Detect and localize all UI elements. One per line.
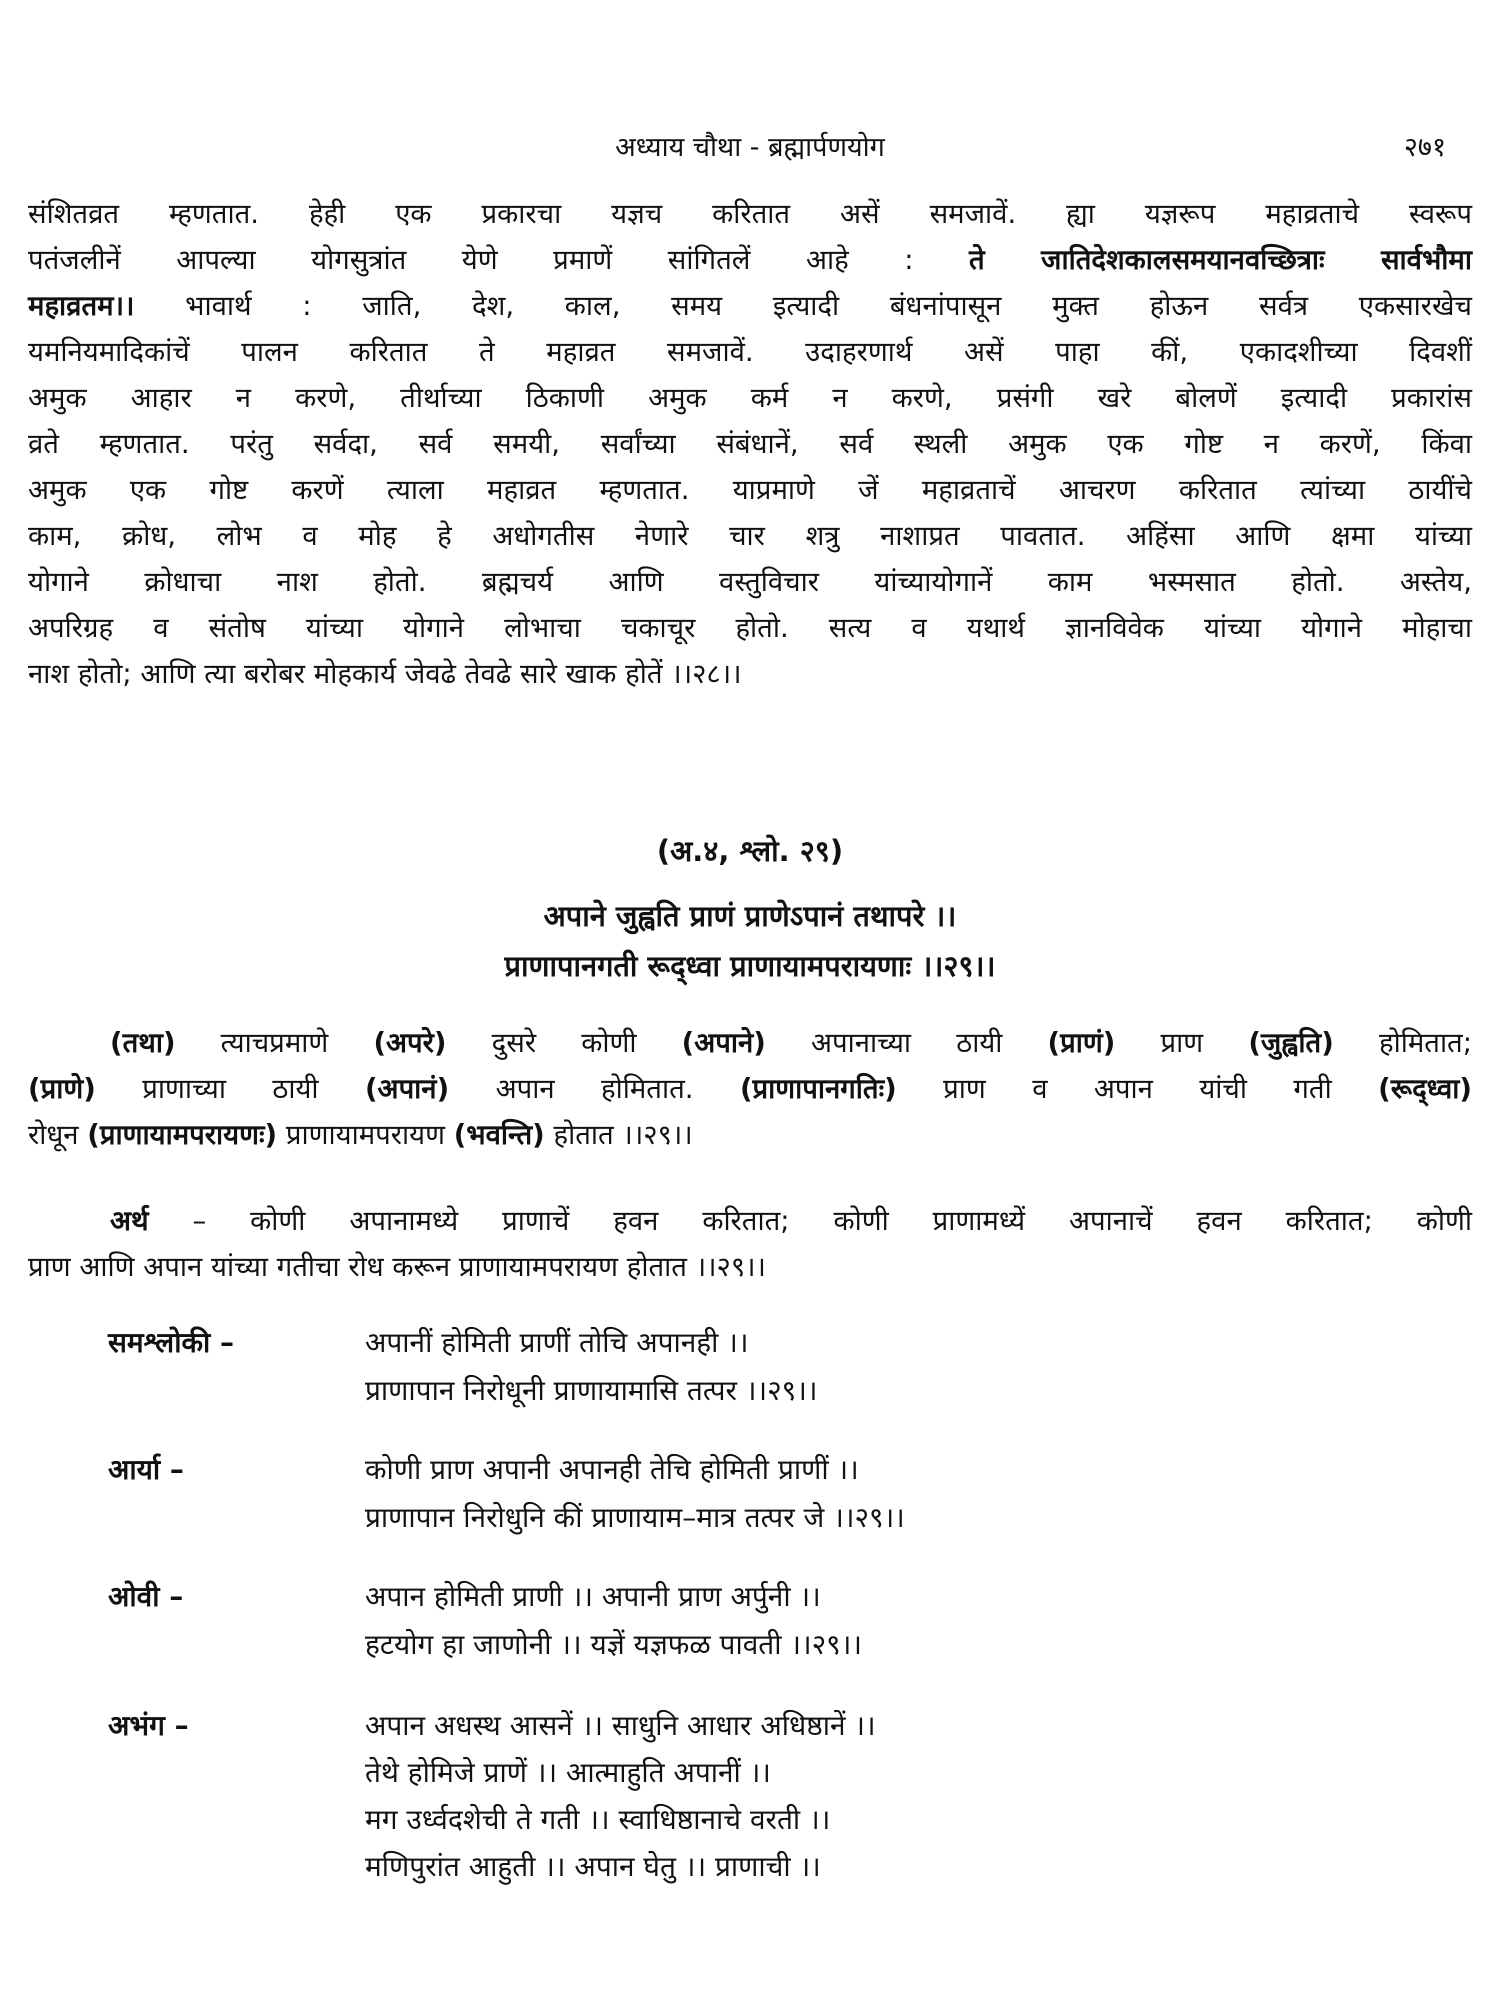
- verse-line: मग उर्ध्वदशेची ते गती ।। स्वाधिष्ठानाचे वरती ।।: [365, 1803, 831, 1836]
- verse-line: हटयोग हा जाणोनी ।। यज्ञें यज्ञफळ पावती ।।२९।।: [365, 1628, 862, 1661]
- sutra-quote: ते जातिदेशकालसमयानवच्छित्राः सार्वभौमा: [969, 244, 1472, 276]
- verse-line: प्राणापान निरोधुनि कीं प्राणायाम–मात्र तत्पर जे ।।२९।।: [365, 1501, 905, 1534]
- meaning-paragraph: [28, 1198, 1472, 1290]
- verse-line: मणिपुरांत आहुती ।। अपान घेतु ।। प्राणाची ।।: [365, 1850, 821, 1883]
- word-translation: [28, 1020, 1472, 1158]
- verse-label: अभंग –: [108, 1709, 189, 1742]
- running-header: [0, 128, 1500, 168]
- text-line: रोधून (प्राणायामपरायणः) प्राणायामपरायण (भवन्ति) होतात ।।२९।।: [28, 1119, 693, 1151]
- text-line: (प्राणे) प्राणाच्या ठायी (अपानं) अपान होमितात. (प्राणापानगतिः) प्राण व अपान यांची गती (रूद्ध्वा): [28, 1073, 1472, 1105]
- verse-line: तेथे होमिजे प्राणें ।। आत्माहुति अपानीं ।।: [365, 1756, 771, 1789]
- verse-line: अपानीं होमिती प्राणीं तोचि अपानही ।।: [365, 1326, 749, 1359]
- verse-reference: (अ.४, श्लो. २९): [656, 834, 844, 868]
- sutra-quote-end: महाव्रतम।।: [28, 290, 135, 322]
- verse-line: अपान होमिती प्राणी ।। अपानी प्राण अर्पुनी ।।: [365, 1580, 821, 1613]
- meaning-label: अर्थ: [110, 1205, 149, 1237]
- verse-line: प्राणापान निरोधूनी प्राणायामासि तत्पर ।।२९।।: [365, 1374, 818, 1407]
- shloka-line-2: प्राणापानगती रूद्ध्वा प्राणायामपरायणाः ।।२९।।: [504, 949, 996, 983]
- page-number: २७१: [1403, 132, 1446, 163]
- text-line: व्रते म्हणतात. परंतु सर्वदा, सर्व समयी, सर्वांच्या संबंधानें, सर्व स्थली अमुक एक गोष्ट न करणें, किंवा: [28, 428, 1472, 460]
- text-line: संशितव्रत म्हणतात. हेही एक प्रकारचा यज्ञच करितात असें समजावें. ह्या यज्ञरूप महाव्रताचे स्वरूप: [28, 198, 1472, 230]
- text-line: महाव्रतम।। भावार्थ : जाति, देश, काल, समय इत्यादी बंधनांपासून मुक्त होऊन सर्वत्र एकसारखेच: [28, 290, 1472, 322]
- text-line: अर्थ – कोणी अपानामध्ये प्राणाचें हवन करितात; कोणी प्राणामध्यें अपानाचें हवन करितात; कोणी: [110, 1205, 1472, 1237]
- verse-line: कोणी प्राण अपानी अपानही तेचि होमिती प्राणीं ।।: [365, 1453, 859, 1486]
- text-line: अमुक एक गोष्ट करणें त्याला महाव्रत म्हणतात. याप्रमाणे जें महाव्रताचें आचरण करितात त्यांच्या ठायींचे: [28, 474, 1472, 506]
- text-line: नाश होतो; आणि त्या बरोबर मोहकार्य जेवढे तेवढे सारे खाक होतें ।।२८।।: [28, 658, 742, 690]
- text-line: प्राण आणि अपान यांच्या गतीचा रोध करून प्राणायामपरायण होतात ।।२९।।: [28, 1251, 766, 1283]
- commentary-paragraph: [28, 191, 1472, 697]
- verse-label: समश्लोकी –: [108, 1326, 234, 1359]
- verse-line: अपान अधस्थ आसनें ।। साधुनि आधार अधिष्ठानें ।।: [365, 1709, 876, 1742]
- chapter-title: अध्याय चौथा - ब्रह्मार्पणयोग: [615, 132, 885, 163]
- verse-label: ओवी –: [108, 1580, 184, 1613]
- text-line: योगाने क्रोधाचा नाश होतो. ब्रह्मचर्य आणि वस्तुविचार यांच्यायोगानें काम भस्मसात होतो. अस्तेय,: [28, 566, 1472, 598]
- text-line: अमुक आहार न करणे, तीर्थाच्या ठिकाणी अमुक कर्म न करणे, प्रसंगी खरे बोलणें इत्यादी प्रकारांस: [28, 382, 1472, 414]
- text-line: पतंजलीनें आपल्या योगसुत्रांत येणे प्रमाणें सांगितलें आहे : ते जातिदेशकालसमयानवच्छित्राः सार्वभौमा: [28, 244, 1472, 276]
- text-line: यमनियमादिकांचें पालन करितात ते महाव्रत समजावें. उदाहरणार्थ असें पाहा कीं, एकादशीच्या दिवशीं: [28, 336, 1472, 368]
- text-line: (तथा) त्याचप्रमाणे (अपरे) दुसरे कोणी (अपाने) अपानाच्या ठायी (प्राणं) प्राण (जुह्वति) होमितात;: [110, 1027, 1473, 1059]
- text-line: काम, क्रोध, लोभ व मोह हे अधोगतीस नेणारे चार शत्रु नाशाप्रत पावतात. अहिंसा आणि क्षमा यांच्या: [28, 520, 1472, 552]
- text-line: अपरिग्रह व संतोष यांच्या योगाने लोभाचा चकाचूर होतो. सत्य व यथार्थ ज्ञानविवेक यांच्या योगाने मोहाचा: [28, 612, 1472, 644]
- verse-label: आर्या –: [108, 1453, 184, 1486]
- shloka-line-1: अपाने जुह्वति प्राणं प्राणेऽपानं तथापरे ।।: [543, 899, 957, 933]
